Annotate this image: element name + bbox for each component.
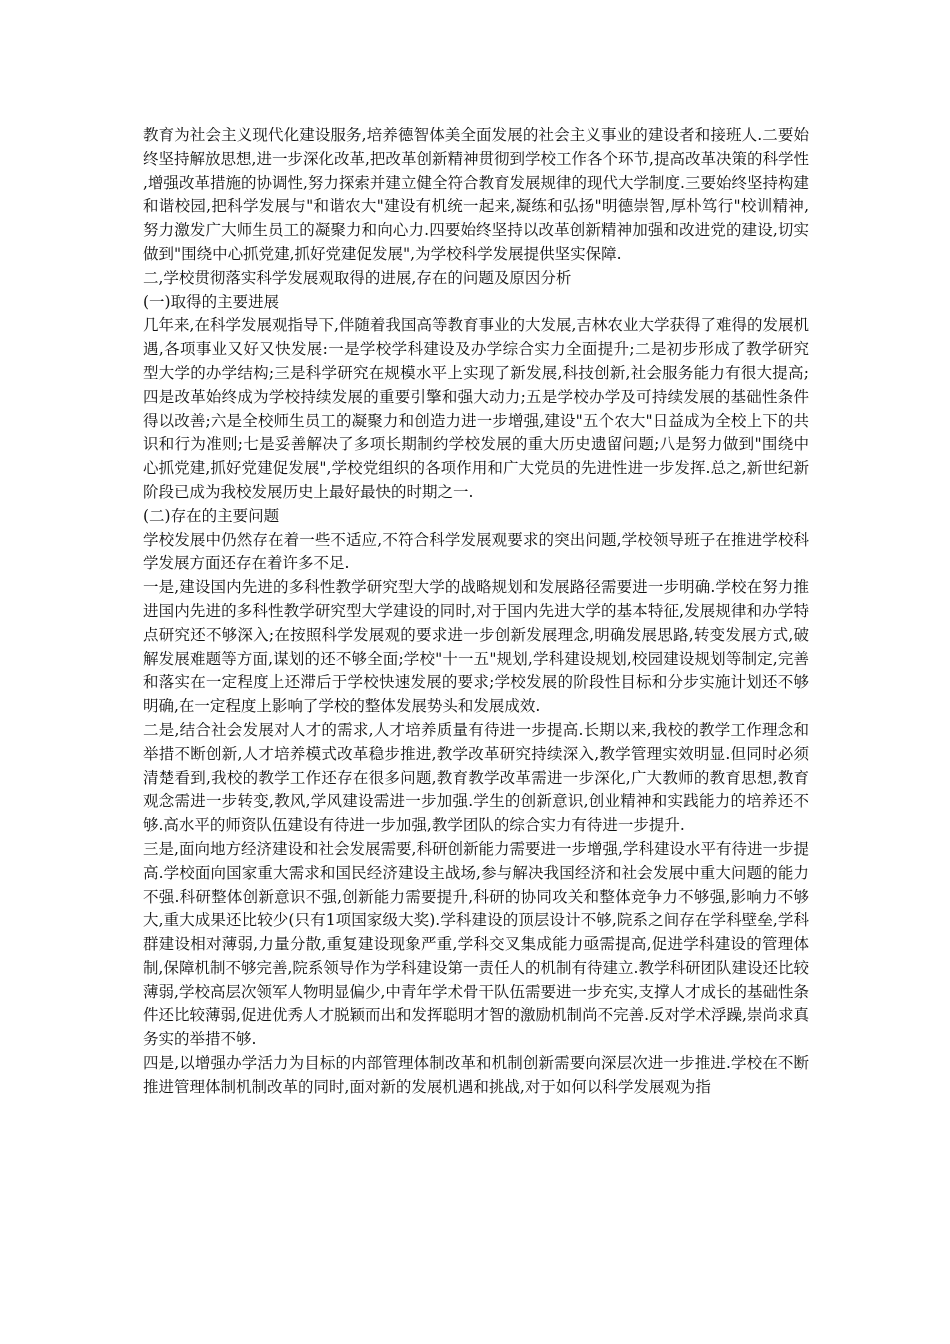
paragraph-progress: 几年来,在科学发展观指导下,伴随着我国高等教育事业的大发展,吉林农业大学获得了难得的发展机遇,各项事业又好又快发展:一是学校学科建设及办学综合实力全面提升;二是初步形成了教学研究型大学的办学结构;三是科学研究在规模水平上实现了新发展,科技创新,社会服务能力有很大提高;四是改革始终成为学校持续发展的重要引擎和强大动力;五是学校办学及可持续发展的基础性条件得以改善;六是全校师生员工的凝聚力和创造力进一步增强,建设"五个农大"日益成为全校上下的共识和行为准则;七是妥善解决了多项长期制约学校发展的重大历史遗留问题;八是努力做到"围绕中心抓党建,抓好党建促发展",学校党组织的各项作用和广大党员的先进性进一步发挥.总之,新世纪新阶段已成为我校发展历史上最好最快的时期之一. (143, 316, 809, 501)
section-heading-2: 二,学校贯彻落实科学发展观取得的进展,存在的问题及原因分析 (143, 268, 572, 287)
paragraph-problems-intro: 学校发展中仍然存在着一些不适应,不符合科学发展观要求的突出问题,学校领导班子在推进学校科学发展方面还存在着许多不足. (143, 530, 809, 573)
subsection-heading-problems: (二)存在的主要问题 (143, 506, 280, 525)
paragraph-problem-3: 三是,面向地方经济建设和社会发展需要,科研创新能力需要进一步增强,学科建设水平有待进一步提高.学校面向国家重大需求和国民经济建设主战场,参与解决我国经济和社会发展中重大问题的能力不强.科研整体创新意识不强,创新能力需要提升,科研的协同攻关和整体竞争力不够强,影响力不够大,重大成果还比较少(只有1项国家级大奖).学科建设的顶层设计不够,院系之间存在学科壁垒,学科群建设相对薄弱,力量分散,重复建设现象严重,学科交叉集成能力亟需提高,促进学科建设的管理体制,保障机制不够完善,院系领导作为学科建设第一责任人的机制有待建立.教学科研团队建设还比较薄弱,学校高层次领军人物明显偏少,中青年学术骨干队伍需要进一步充实,支撑人才成长的基础性条件还比较薄弱,促进优秀人才脱颖而出和发挥聪明才智的激励机制尚不完善.反对学术浮躁,崇尚求真务实的举措不够. (143, 839, 809, 1049)
paragraph-intro-continued: 教育为社会主义现代化建设服务,培养德智体美全面发展的社会主义事业的建设者和接班人.二要始终坚持解放思想,进一步深化改革,把改革创新精神贯彻到学校工作各个环节,提高改革决策的科学性,增强改革措施的协调性,努力探索并建立健全符合教育发展规律的现代大学制度.三要始终坚持构建和谐校园,把科学发展与"和谐农大"建设有机统一起来,凝练和弘扬"明德崇智,厚朴笃行"校训精神,努力激发广大师生员工的凝聚力和向心力.四要始终坚持以改革创新精神加强和改进党的建设,切实做到"围绕中心抓党建,抓好党建促发展",为学校科学发展提供坚实保障. (143, 126, 809, 263)
paragraph-problem-1: 一是,建设国内先进的多科性教学研究型大学的战略规划和发展路径需要进一步明确.学校在努力推进国内先进的多科性教学研究型大学建设的同时,对于国内先进大学的基本特征,发展规律和办学特点研究还不够深入;在按照科学发展观的要求进一步创新发展理念,明确发展思路,转变发展方式,破解发展难题等方面,谋划的还不够全面;学校"十一五"规划,学科建设规划,校园建设规划等制定,完善和落实在一定程度上还滞后于学校快速发展的要求;学校发展的阶段性目标和分步实施计划还不够明确,在一定程度上影响了学校的整体发展势头和发展成效. (143, 578, 809, 716)
document-body (143, 124, 809, 1100)
paragraph-problem-2: 二是,结合社会发展对人才的需求,人才培养质量有待进一步提高.长期以来,我校的教学工作理念和举措不断创新,人才培养模式改革稳步推进,教学改革研究持续深入,教学管理实效明显.但同时必须清楚看到,我校的教学工作还存在很多问题,教育教学改革需进一步深化,广大教师的教育思想,教育观念需进一步转变,教风,学风建设需进一步加强.学生的创新意识,创业精神和实践能力的培养还不够.高水平的师资队伍建设有待进一步加强,教学团队的综合实力有待进一步提升. (143, 720, 809, 835)
subsection-heading-progress: (一)取得的主要进展 (143, 292, 280, 311)
paragraph-problem-4: 四是,以增强办学活力为目标的内部管理体制改革和机制创新需要向深层次进一步推进.学校在不断推进管理体制机制改革的同时,面对新的发展机遇和挑战,对于如何以科学发展观为指 (143, 1054, 809, 1096)
